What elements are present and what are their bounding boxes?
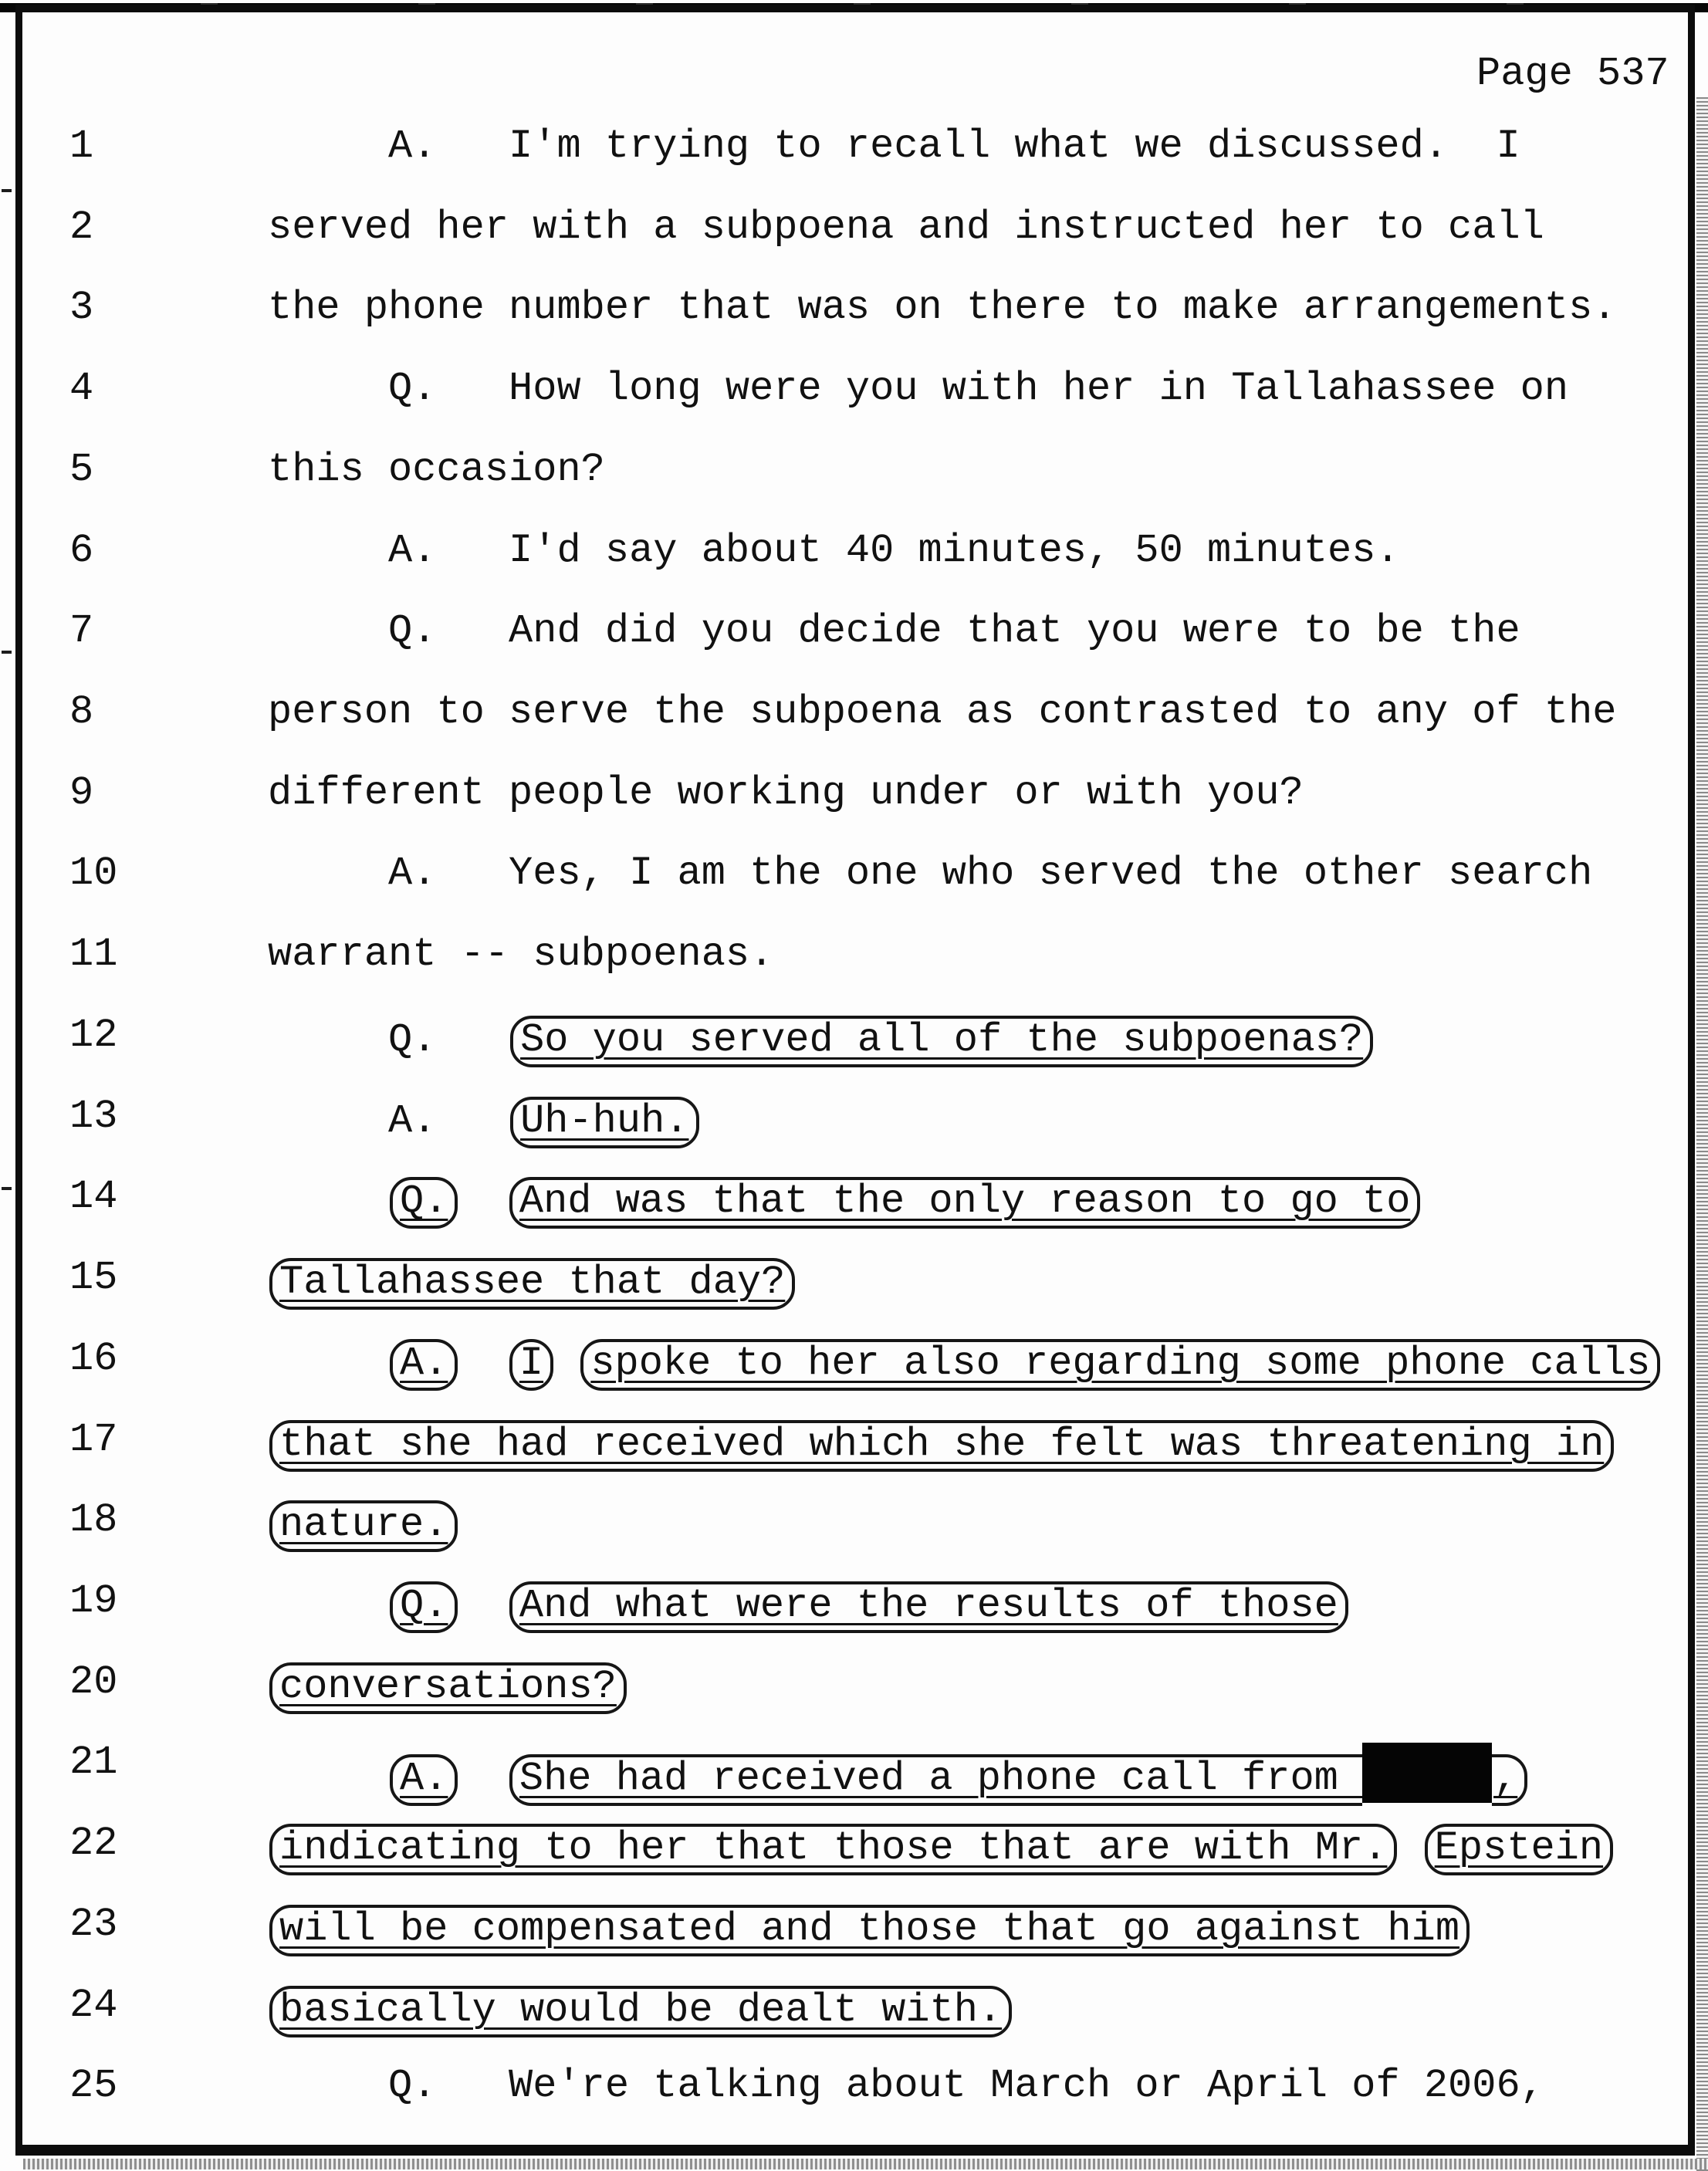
transcript-line [0, 681, 1708, 763]
designation-box: She had received a phone call from [509, 1754, 1362, 1806]
line-text [268, 1177, 1422, 1229]
designation-box: Q. [390, 1581, 458, 1633]
transcript-text: different people working under or with you? [268, 769, 1304, 816]
designation-box: A. [390, 1754, 458, 1806]
line-number: 10 [69, 850, 118, 897]
line-number: 3 [69, 285, 94, 331]
line-number: 24 [69, 1982, 118, 2028]
transcript-line [0, 1571, 1708, 1652]
transcript-line [0, 924, 1708, 1005]
line-text [268, 1743, 1529, 1806]
designation-box: , [1492, 1754, 1527, 1806]
line-text [268, 1339, 1662, 1391]
line-number: 12 [69, 1012, 118, 1058]
transcript-line [0, 439, 1708, 520]
transcript-text [459, 1756, 507, 1801]
transcript-line [0, 358, 1708, 439]
designation-box: conversations? [269, 1662, 627, 1714]
line-text [268, 2063, 1544, 2109]
line-number: 9 [69, 769, 94, 816]
transcript-line [0, 1086, 1708, 1167]
transcript-text: Q. [268, 1016, 509, 1063]
line-number: 23 [69, 1901, 118, 1947]
line-number: 1 [69, 123, 94, 169]
transcript-text [268, 1341, 388, 1386]
transcript-text [268, 1178, 388, 1224]
transcript-text [555, 1341, 579, 1386]
line-text [268, 1986, 1013, 2037]
transcript-line [0, 1813, 1708, 1894]
designation-box: I [509, 1339, 553, 1391]
line-text [268, 1016, 1375, 1067]
designation-box: Uh-huh. [510, 1097, 698, 1148]
line-number: 19 [69, 1578, 118, 1624]
transcript-line [0, 1005, 1708, 1086]
line-number: 25 [69, 2063, 118, 2109]
designation-box: that she had received which she felt was threatening in [269, 1420, 1614, 1472]
transcript-text: warrant -- subpoenas. [268, 932, 774, 978]
line-text [268, 1581, 1350, 1633]
line-number: 6 [69, 527, 94, 573]
transcript-line [0, 1328, 1708, 1409]
transcript-line [0, 277, 1708, 358]
designation-box: A. [390, 1339, 458, 1391]
transcript-text: served her with a subpoena and instructed her to call [268, 204, 1544, 250]
transcript-text: person to serve the subpoena as contrasted to any of the [268, 689, 1617, 736]
designation-box: will be compensated and those that go against him [269, 1905, 1470, 1956]
designation-box: nature. [269, 1500, 458, 1552]
line-text [268, 1097, 701, 1148]
page-number-label: Page 537 [1476, 51, 1669, 96]
transcript-text: A. I'd say about 40 minutes, 50 minutes. [268, 527, 1400, 573]
line-text [268, 1662, 628, 1714]
line-number: 5 [69, 446, 94, 492]
transcript-line [0, 2055, 1708, 2136]
line-number: 15 [69, 1255, 118, 1301]
line-number: 14 [69, 1174, 118, 1220]
line-text [268, 608, 1520, 654]
transcript-line [0, 197, 1708, 278]
line-number: 17 [69, 1416, 118, 1463]
transcript-text: Q. How long were you with her in Tallahassee on [268, 366, 1569, 412]
transcript-line [0, 1732, 1708, 1813]
line-text [268, 1905, 1471, 1956]
line-number: 18 [69, 1497, 118, 1544]
line-text [268, 1258, 797, 1310]
line-text [268, 123, 1520, 169]
line-number: 4 [69, 366, 94, 412]
line-text [268, 1420, 1615, 1472]
transcript-line [0, 1652, 1708, 1733]
transcript-body [0, 116, 1708, 2136]
designation-box: So you served all of the subpoenas? [510, 1016, 1373, 1067]
line-text [268, 285, 1617, 331]
redaction-box [1362, 1743, 1492, 1803]
transcript-text: A. I'm trying to recall what we discussed. I [268, 123, 1520, 169]
transcript-line [0, 600, 1708, 681]
transcript-text: Q. And did you decide that you were to be the [268, 608, 1520, 654]
line-number: 13 [69, 1093, 118, 1139]
line-text [268, 446, 605, 492]
designation-box: Q. [390, 1177, 458, 1229]
transcript-text [459, 1341, 507, 1386]
transcript-text: A. Yes, I am the one who served the other search [268, 850, 1593, 897]
transcript-text: this occasion? [268, 446, 605, 492]
transcript-text: the phone number that was on there to make arrangements. [268, 285, 1617, 331]
transcript-line [0, 1409, 1708, 1490]
transcript-line [0, 843, 1708, 924]
transcript-text [268, 1583, 388, 1628]
line-number: 2 [69, 204, 94, 250]
line-text [268, 366, 1569, 412]
line-number: 22 [69, 1821, 118, 1867]
transcript-line [0, 1166, 1708, 1247]
scan-artifact-bottom-edge [23, 2159, 1708, 2169]
designation-box: indicating to her that those that are with Mr. [269, 1824, 1397, 1875]
line-number: 8 [69, 689, 94, 736]
line-text [268, 1824, 1615, 1875]
transcript-line [0, 1975, 1708, 2056]
designation-box: basically would be dealt with. [269, 1986, 1012, 2037]
designation-box: Epstein [1425, 1824, 1613, 1875]
line-text [268, 204, 1544, 250]
transcript-text: Q. We're talking about March or April of 2006, [268, 2063, 1544, 2109]
transcript-line [0, 1247, 1708, 1328]
scan-artifact-right-edge [1696, 97, 1708, 2171]
line-text [268, 689, 1617, 736]
designation-box: And was that the only reason to go to [509, 1177, 1421, 1229]
line-number: 7 [69, 608, 94, 654]
line-text [268, 1500, 459, 1552]
line-text [268, 850, 1593, 897]
designation-box: spoke to her also regarding some phone calls [580, 1339, 1660, 1391]
transcript-text [459, 1583, 507, 1628]
transcript-line [0, 116, 1708, 197]
line-number: 16 [69, 1335, 118, 1381]
line-text [268, 769, 1304, 816]
line-number: 11 [69, 932, 118, 978]
designation-box: And what were the results of those [509, 1581, 1348, 1633]
transcript-text [268, 1756, 388, 1801]
transcript-line [0, 763, 1708, 844]
line-text [268, 932, 774, 978]
transcript-text: A. [268, 1097, 509, 1144]
transcript-line [0, 520, 1708, 601]
line-text [268, 527, 1400, 573]
line-number: 21 [69, 1740, 118, 1786]
transcript-line [0, 1894, 1708, 1975]
transcript-text [459, 1178, 507, 1224]
transcript-line [0, 1490, 1708, 1571]
designation-box: Tallahassee that day? [269, 1258, 795, 1310]
line-number: 20 [69, 1659, 118, 1705]
transcript-text [1399, 1825, 1422, 1871]
